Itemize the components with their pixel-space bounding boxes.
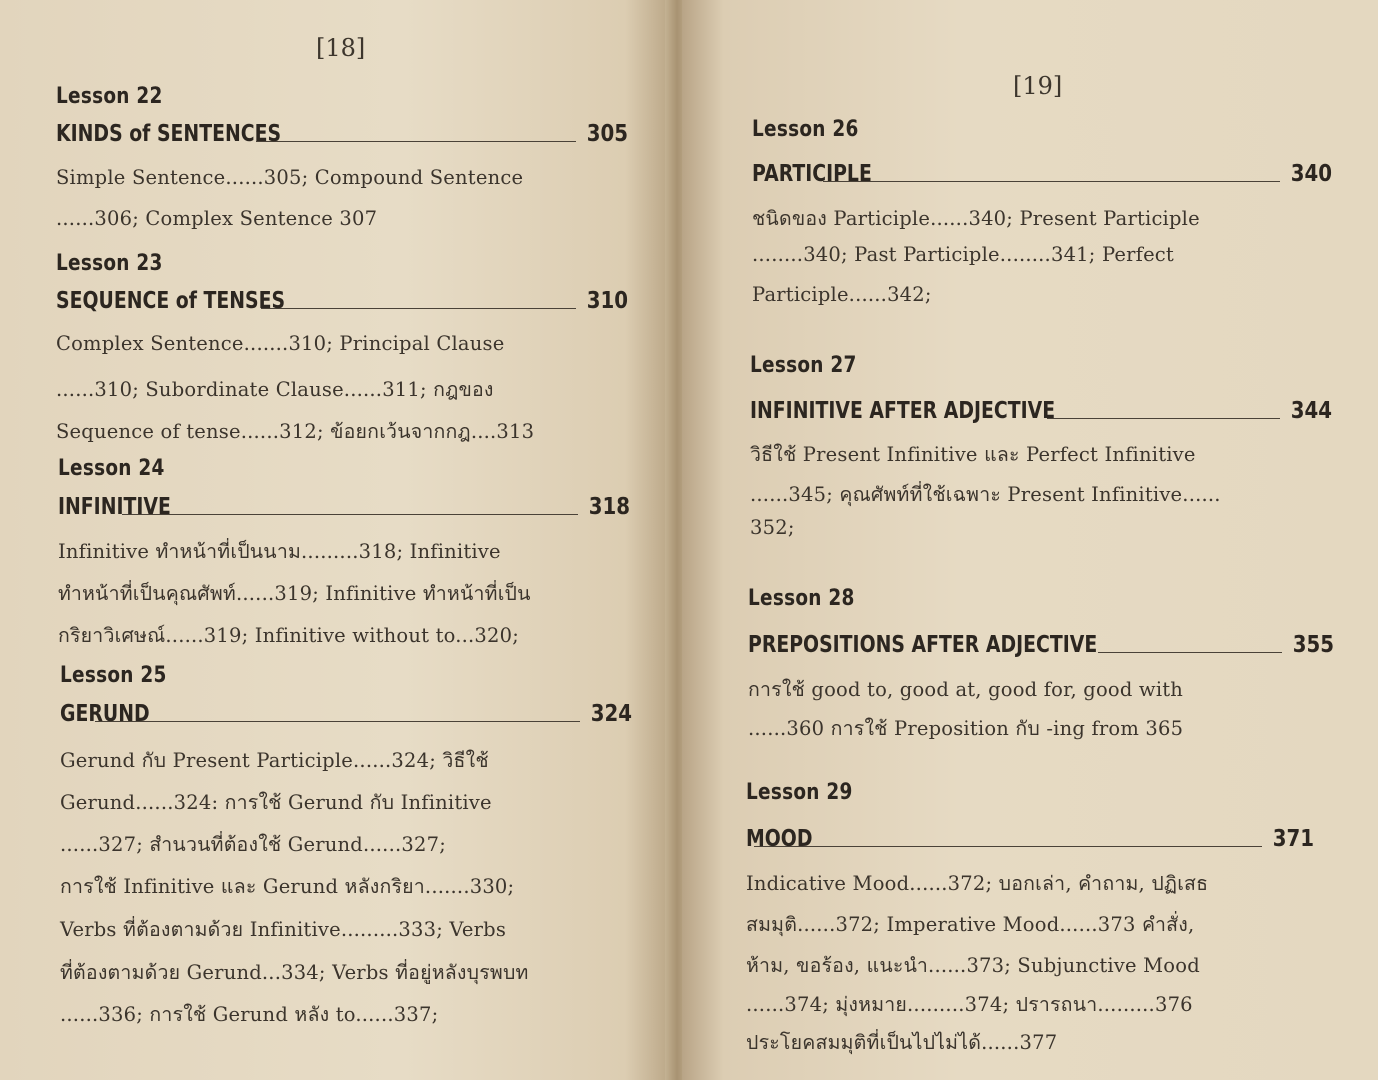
dotted-leader <box>754 846 1262 847</box>
lesson-25-detail-line: ......336; การใช้ Gerund หลัง to......337; <box>60 1003 439 1026</box>
lesson-24-detail-line: ทำหน้าที่เป็นคุณศัพท์......319; Infinitive ทำหน้าที่เป็น <box>58 582 531 605</box>
lesson-26-page-ref: 340 <box>1290 161 1332 187</box>
lesson-22-topic-row <box>56 115 628 147</box>
lesson-24-label: Lesson 24 <box>58 456 165 481</box>
lesson-29-detail-line: ประโยคสมมุติที่เป็นไปไม่ได้......377 <box>746 1031 1058 1054</box>
lesson-28-label: Lesson 28 <box>748 586 855 611</box>
lesson-23-label: Lesson 23 <box>56 251 163 276</box>
left-page <box>0 0 672 1080</box>
lesson-25-detail-line: การใช้ Infinitive และ Gerund หลังกริยา.......330; <box>60 875 515 898</box>
lesson-25-label: Lesson 25 <box>60 663 167 688</box>
lesson-26-detail-line: ........340; Past Participle........341; Perfect <box>752 243 1174 266</box>
lesson-25-detail-line: Verbs ที่ต้องตามด้วย Infinitive.........333; Verbs <box>60 918 507 941</box>
lesson-27-detail-line: ......345; คุณศัพท์ที่ใช้เฉพาะ Present Infinitive...... <box>750 483 1221 506</box>
lesson-24-topic: INFINITIVE <box>58 494 171 520</box>
lesson-29-detail-line: Indicative Mood......372; บอกเล่า, คำถาม, ปฏิเสธ <box>746 872 1209 895</box>
lesson-26-topic-row <box>752 155 1332 187</box>
lesson-22-label: Lesson 22 <box>56 84 163 109</box>
lesson-28-detail-line: การใช้ good to, good at, good for, good with <box>748 678 1184 701</box>
lesson-25-detail-line: ......327; สำนวนที่ต้องใช้ Gerund......327; <box>60 833 446 856</box>
lesson-26-detail-line: ชนิดของ Participle......340; Present Participle <box>752 207 1200 230</box>
dotted-leader <box>95 721 580 722</box>
lesson-22-topic: KINDS of SENTENCES <box>56 121 282 147</box>
lesson-23-detail-line: Sequence of tense......312; ข้อยกเว้นจากกฎ....313 <box>56 420 535 443</box>
lesson-23-detail-line: ......310; Subordinate Clause......311; กฎของ <box>56 378 494 401</box>
lesson-29-label: Lesson 29 <box>746 780 853 805</box>
lesson-27-detail-line: วิธีใช้ Present Infinitive และ Perfect Infinitive <box>750 443 1196 466</box>
lesson-24-detail-line: Infinitive ทำหน้าที่เป็นนาม.........318; Infinitive <box>58 540 501 563</box>
lesson-26-label: Lesson 26 <box>752 117 859 142</box>
lesson-29-detail-line: ห้าม, ขอร้อง, แนะนำ......373; Subjunctive Mood <box>746 954 1200 977</box>
lesson-28-topic: PREPOSITIONS AFTER ADJECTIVE <box>748 632 1098 658</box>
lesson-27-topic: INFINITIVE AFTER ADJECTIVE <box>750 398 1056 424</box>
lesson-27-topic-row <box>750 392 1332 424</box>
lesson-22-page-ref: 305 <box>586 121 628 147</box>
lesson-25-detail-line: ที่ต้องตามด้วย Gerund...334; Verbs ที่อยู่หลังบุรพบท <box>60 961 529 984</box>
dotted-leader <box>823 181 1280 182</box>
lesson-26-detail-line: Participle......342; <box>752 283 932 306</box>
lesson-27-page-ref: 344 <box>1290 398 1332 424</box>
lesson-29-topic-row <box>746 820 1314 852</box>
lesson-25-topic: GERUND <box>60 701 150 727</box>
left-page-number: [18] <box>316 34 366 62</box>
lesson-27-detail-line: 352; <box>750 516 795 539</box>
lesson-24-page-ref: 318 <box>588 494 630 520</box>
lesson-25-page-ref: 324 <box>590 701 632 727</box>
lesson-25-detail-line: Gerund กับ Present Participle......324; วิธีใช้ <box>60 749 489 772</box>
dotted-leader <box>1047 418 1280 419</box>
lesson-27-label: Lesson 27 <box>750 353 857 378</box>
right-page <box>682 0 1378 1080</box>
lesson-23-detail-line: Complex Sentence.......310; Principal Clause <box>56 332 505 355</box>
lesson-26-topic: PARTICIPLE <box>752 161 872 187</box>
lesson-24-detail-line: กริยาวิเศษณ์......319; Infinitive without to...320; <box>58 624 519 647</box>
lesson-25-detail-line: Gerund......324: การใช้ Gerund กับ Infinitive <box>60 791 492 814</box>
lesson-29-page-ref: 371 <box>1272 826 1314 852</box>
lesson-28-topic-row <box>748 626 1334 658</box>
dotted-leader <box>1098 652 1282 653</box>
dotted-leader <box>122 514 578 515</box>
lesson-22-detail-line: ......306; Complex Sentence 307 <box>56 207 378 230</box>
lesson-29-topic: MOOD <box>746 826 813 852</box>
lesson-29-detail-line: สมมุติ......372; Imperative Mood......373 คำสั่ง, <box>746 913 1195 936</box>
lesson-22-detail-line: Simple Sentence......305; Compound Sentence <box>56 166 524 189</box>
right-page-number: [19] <box>1013 72 1063 100</box>
dotted-leader <box>261 308 576 309</box>
lesson-23-page-ref: 310 <box>586 288 628 314</box>
lesson-23-topic: SEQUENCE of TENSES <box>56 288 286 314</box>
lesson-25-topic-row <box>60 695 632 727</box>
lesson-24-topic-row <box>58 488 630 520</box>
lesson-23-topic-row <box>56 282 628 314</box>
lesson-28-detail-line: ......360 การใช้ Preposition กับ -ing from 365 <box>748 717 1184 740</box>
lesson-28-page-ref: 355 <box>1292 632 1334 658</box>
lesson-29-detail-line: ......374; มุ่งหมาย.........374; ปรารถนา.........376 <box>746 993 1193 1016</box>
dotted-leader <box>256 141 576 142</box>
